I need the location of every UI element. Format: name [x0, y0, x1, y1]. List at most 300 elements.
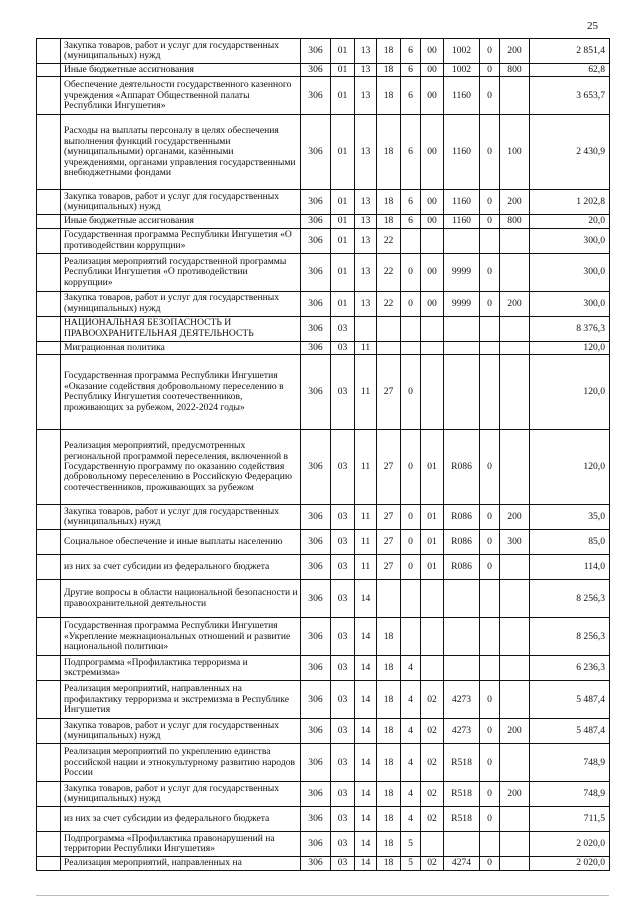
row-code-cell: 0 — [480, 64, 500, 77]
row-direction-cell: 1160 — [444, 190, 480, 215]
row-pr-cell: 13 — [355, 253, 377, 291]
table-row — [37, 681, 610, 719]
row-rz-cell: 03 — [331, 832, 355, 857]
row-subprogram-cell: 4 — [401, 681, 421, 719]
row-expense-type-cell — [500, 228, 530, 253]
row-subprogram-cell — [401, 580, 421, 618]
row-activity-cell — [421, 355, 444, 430]
row-ved-cell: 306 — [301, 215, 331, 228]
row-blank-cell — [37, 681, 61, 719]
row-code-cell: 0 — [480, 215, 500, 228]
row-amount-cell: 6 236,3 — [530, 656, 610, 681]
row-code-cell: 0 — [480, 253, 500, 291]
row-rz-cell: 01 — [331, 190, 355, 215]
row-expense-type-cell: 300 — [500, 530, 530, 555]
row-pr-cell: 11 — [355, 530, 377, 555]
row-rz-cell: 03 — [331, 782, 355, 807]
row-subprogram-cell: 0 — [401, 253, 421, 291]
row-amount-cell: 5 487,4 — [530, 681, 610, 719]
table-row — [37, 857, 610, 870]
row-rz-cell: 03 — [331, 857, 355, 870]
row-direction-cell: 4273 — [444, 681, 480, 719]
row-activity-cell — [421, 580, 444, 618]
table-row — [37, 316, 610, 341]
row-direction-cell: 9999 — [444, 291, 480, 316]
row-name-cell: Социальное обеспечение и иные выплаты населению — [61, 530, 301, 555]
row-activity-cell: 00 — [421, 115, 444, 190]
row-name-cell: НАЦИОНАЛЬНАЯ БЕЗОПАСНОСТЬ И ПРАВООХРАНИТЕЛЬНАЯ ДЕЯТЕЛЬНОСТЬ — [61, 316, 301, 341]
row-code-cell: 0 — [480, 719, 500, 744]
row-expense-type-cell: 200 — [500, 39, 530, 64]
row-pr-cell: 13 — [355, 77, 377, 115]
row-rz-cell: 03 — [331, 555, 355, 580]
page-number: 25 — [587, 20, 598, 32]
row-code-cell — [480, 580, 500, 618]
row-direction-cell: R086 — [444, 505, 480, 530]
row-direction-cell: R518 — [444, 744, 480, 782]
row-program-cell: 18 — [377, 681, 401, 719]
row-ved-cell: 306 — [301, 656, 331, 681]
row-direction-cell: 1002 — [444, 39, 480, 64]
row-code-cell — [480, 618, 500, 656]
row-name-cell: Другие вопросы в области национальной безопасности и правоохранительной деятельности — [61, 580, 301, 618]
row-activity-cell: 00 — [421, 215, 444, 228]
row-pr-cell: 14 — [355, 782, 377, 807]
row-activity-cell: 00 — [421, 291, 444, 316]
row-expense-type-cell — [500, 656, 530, 681]
row-amount-cell: 114,0 — [530, 555, 610, 580]
row-blank-cell — [37, 228, 61, 253]
table-row — [37, 77, 610, 115]
row-program-cell: 27 — [377, 505, 401, 530]
row-amount-cell: 300,0 — [530, 228, 610, 253]
row-code-cell — [480, 316, 500, 341]
row-ved-cell: 306 — [301, 832, 331, 857]
row-code-cell: 0 — [480, 39, 500, 64]
row-rz-cell: 03 — [331, 744, 355, 782]
row-subprogram-cell — [401, 618, 421, 656]
table-row — [37, 39, 610, 64]
row-amount-cell: 8 376,3 — [530, 316, 610, 341]
table-body — [37, 39, 610, 871]
row-name-cell: из них за счет субсидии из федерального бюджета — [61, 555, 301, 580]
row-program-cell: 18 — [377, 64, 401, 77]
row-expense-type-cell — [500, 77, 530, 115]
row-activity-cell — [421, 618, 444, 656]
row-ved-cell: 306 — [301, 719, 331, 744]
row-activity-cell: 00 — [421, 64, 444, 77]
row-ved-cell: 306 — [301, 782, 331, 807]
row-activity-cell — [421, 341, 444, 354]
row-subprogram-cell — [401, 316, 421, 341]
row-ved-cell: 306 — [301, 857, 331, 870]
row-program-cell: 18 — [377, 782, 401, 807]
row-rz-cell: 03 — [331, 618, 355, 656]
table-row — [37, 215, 610, 228]
row-amount-cell: 120,0 — [530, 341, 610, 354]
row-pr-cell: 13 — [355, 228, 377, 253]
row-program-cell: 27 — [377, 555, 401, 580]
row-pr-cell: 11 — [355, 505, 377, 530]
row-amount-cell: 120,0 — [530, 355, 610, 430]
row-activity-cell: 02 — [421, 681, 444, 719]
row-program-cell — [377, 580, 401, 618]
row-amount-cell: 2 020,0 — [530, 832, 610, 857]
row-subprogram-cell — [401, 228, 421, 253]
row-name-cell: Реализация мероприятий по укреплению единства российской нации и этнокультурному развитию народов России — [61, 744, 301, 782]
row-expense-type-cell — [500, 316, 530, 341]
row-activity-cell: 01 — [421, 555, 444, 580]
row-amount-cell: 1 202,8 — [530, 190, 610, 215]
row-program-cell: 22 — [377, 253, 401, 291]
row-amount-cell: 300,0 — [530, 291, 610, 316]
row-expense-type-cell — [500, 555, 530, 580]
row-activity-cell: 01 — [421, 530, 444, 555]
row-pr-cell: 13 — [355, 115, 377, 190]
row-program-cell: 18 — [377, 857, 401, 870]
table-row — [37, 580, 610, 618]
row-expense-type-cell: 200 — [500, 782, 530, 807]
row-amount-cell: 8 256,3 — [530, 580, 610, 618]
row-pr-cell: 11 — [355, 430, 377, 505]
row-program-cell: 18 — [377, 215, 401, 228]
row-direction-cell: 1160 — [444, 77, 480, 115]
row-activity-cell: 00 — [421, 253, 444, 291]
row-code-cell — [480, 656, 500, 681]
row-name-cell: Реализация мероприятий государственной программы Республики Ингушетия «О противодействии коррупции» — [61, 253, 301, 291]
row-rz-cell: 01 — [331, 253, 355, 291]
row-expense-type-cell — [500, 681, 530, 719]
row-expense-type-cell: 800 — [500, 215, 530, 228]
row-rz-cell: 01 — [331, 115, 355, 190]
row-subprogram-cell: 4 — [401, 719, 421, 744]
row-program-cell: 18 — [377, 807, 401, 832]
row-direction-cell — [444, 316, 480, 341]
row-expense-type-cell: 200 — [500, 719, 530, 744]
row-pr-cell: 13 — [355, 291, 377, 316]
row-direction-cell: R086 — [444, 430, 480, 505]
table-row — [37, 744, 610, 782]
row-subprogram-cell: 0 — [401, 555, 421, 580]
table-row — [37, 291, 610, 316]
row-amount-cell: 35,0 — [530, 505, 610, 530]
row-subprogram-cell: 4 — [401, 782, 421, 807]
row-amount-cell: 2 851,4 — [530, 39, 610, 64]
row-code-cell: 0 — [480, 857, 500, 870]
table-row — [37, 530, 610, 555]
row-amount-cell: 5 487,4 — [530, 719, 610, 744]
row-code-cell: 0 — [480, 807, 500, 832]
row-rz-cell: 03 — [331, 681, 355, 719]
row-code-cell: 0 — [480, 530, 500, 555]
row-subprogram-cell: 6 — [401, 64, 421, 77]
row-program-cell: 27 — [377, 430, 401, 505]
row-direction-cell — [444, 832, 480, 857]
row-name-cell: Обеспечение деятельности государственного казенного учреждения «Аппарат Общественной палаты Республики Ингушетия» — [61, 77, 301, 115]
row-pr-cell: 13 — [355, 215, 377, 228]
row-pr-cell: 13 — [355, 64, 377, 77]
row-subprogram-cell: 6 — [401, 115, 421, 190]
row-ved-cell: 306 — [301, 618, 331, 656]
row-name-cell: Закупка товаров, работ и услуг для государственных (муниципальных) нужд — [61, 190, 301, 215]
row-subprogram-cell: 4 — [401, 807, 421, 832]
row-pr-cell: 14 — [355, 618, 377, 656]
row-pr-cell: 14 — [355, 656, 377, 681]
row-expense-type-cell: 200 — [500, 505, 530, 530]
row-activity-cell — [421, 228, 444, 253]
row-direction-cell — [444, 580, 480, 618]
row-ved-cell: 306 — [301, 530, 331, 555]
row-direction-cell — [444, 656, 480, 681]
row-code-cell: 0 — [480, 782, 500, 807]
row-expense-type-cell — [500, 355, 530, 430]
row-code-cell — [480, 228, 500, 253]
row-blank-cell — [37, 430, 61, 505]
row-ved-cell: 306 — [301, 316, 331, 341]
row-ved-cell: 306 — [301, 430, 331, 505]
row-pr-cell: 14 — [355, 832, 377, 857]
row-pr-cell: 13 — [355, 190, 377, 215]
row-expense-type-cell — [500, 744, 530, 782]
row-blank-cell — [37, 782, 61, 807]
row-ved-cell: 306 — [301, 64, 331, 77]
row-rz-cell: 01 — [331, 228, 355, 253]
table-row — [37, 832, 610, 857]
row-pr-cell: 14 — [355, 857, 377, 870]
row-rz-cell: 03 — [331, 530, 355, 555]
row-blank-cell — [37, 77, 61, 115]
row-name-cell: Реализация мероприятий, направленных на профилактику терроризма и экстремизма в Республике Ингушетия — [61, 681, 301, 719]
row-program-cell: 22 — [377, 228, 401, 253]
row-program-cell — [377, 341, 401, 354]
table-row — [37, 430, 610, 505]
table-row — [37, 355, 610, 430]
table-row — [37, 64, 610, 77]
row-ved-cell: 306 — [301, 228, 331, 253]
row-blank-cell — [37, 555, 61, 580]
row-code-cell — [480, 832, 500, 857]
row-direction-cell — [444, 341, 480, 354]
row-pr-cell: 14 — [355, 719, 377, 744]
row-rz-cell: 03 — [331, 341, 355, 354]
row-rz-cell: 03 — [331, 355, 355, 430]
row-program-cell: 18 — [377, 832, 401, 857]
row-activity-cell: 01 — [421, 430, 444, 505]
table-row — [37, 656, 610, 681]
row-code-cell: 0 — [480, 115, 500, 190]
row-blank-cell — [37, 215, 61, 228]
row-ved-cell: 306 — [301, 77, 331, 115]
row-ved-cell: 306 — [301, 555, 331, 580]
row-expense-type-cell — [500, 807, 530, 832]
row-name-cell: Государственная программа Республики Ингушетия «Оказание содействия добровольному переселению в Республику Ингушетия соотечественников, проживающих за рубежом, 2022-2024 годы» — [61, 355, 301, 430]
row-name-cell: из них за счет субсидии из федерального бюджета — [61, 807, 301, 832]
row-name-cell: Миграционная политика — [61, 341, 301, 354]
budget-table — [36, 38, 610, 871]
row-expense-type-cell: 800 — [500, 64, 530, 77]
row-direction-cell: 1160 — [444, 215, 480, 228]
row-pr-cell: 14 — [355, 681, 377, 719]
row-program-cell — [377, 316, 401, 341]
row-name-cell: Закупка товаров, работ и услуг для государственных (муниципальных) нужд — [61, 719, 301, 744]
row-amount-cell: 8 256,3 — [530, 618, 610, 656]
row-pr-cell — [355, 316, 377, 341]
row-ved-cell: 306 — [301, 681, 331, 719]
row-blank-cell — [37, 744, 61, 782]
row-direction-cell: R086 — [444, 555, 480, 580]
row-expense-type-cell — [500, 857, 530, 870]
row-code-cell: 0 — [480, 430, 500, 505]
row-ved-cell: 306 — [301, 505, 331, 530]
row-rz-cell: 01 — [331, 77, 355, 115]
row-blank-cell — [37, 580, 61, 618]
row-rz-cell: 03 — [331, 316, 355, 341]
row-subprogram-cell: 0 — [401, 505, 421, 530]
row-blank-cell — [37, 807, 61, 832]
row-rz-cell: 03 — [331, 719, 355, 744]
row-rz-cell: 03 — [331, 430, 355, 505]
row-program-cell: 27 — [377, 355, 401, 430]
row-activity-cell: 02 — [421, 857, 444, 870]
row-code-cell: 0 — [480, 744, 500, 782]
row-program-cell: 18 — [377, 744, 401, 782]
row-subprogram-cell: 5 — [401, 857, 421, 870]
row-name-cell: Закупка товаров, работ и услуг для государственных (муниципальных) нужд — [61, 782, 301, 807]
row-name-cell: Закупка товаров, работ и услуг для государственных (муниципальных) нужд — [61, 505, 301, 530]
row-blank-cell — [37, 355, 61, 430]
row-amount-cell: 300,0 — [530, 253, 610, 291]
row-activity-cell: 00 — [421, 39, 444, 64]
row-amount-cell: 120,0 — [530, 430, 610, 505]
row-code-cell — [480, 341, 500, 354]
table-row — [37, 253, 610, 291]
row-rz-cell: 01 — [331, 291, 355, 316]
row-blank-cell — [37, 530, 61, 555]
table-row — [37, 505, 610, 530]
row-blank-cell — [37, 291, 61, 316]
row-amount-cell: 85,0 — [530, 530, 610, 555]
row-ved-cell: 306 — [301, 291, 331, 316]
row-blank-cell — [37, 857, 61, 870]
row-blank-cell — [37, 253, 61, 291]
row-program-cell: 22 — [377, 291, 401, 316]
row-pr-cell: 14 — [355, 580, 377, 618]
row-subprogram-cell: 4 — [401, 744, 421, 782]
row-direction-cell: 9999 — [444, 253, 480, 291]
row-activity-cell: 01 — [421, 505, 444, 530]
row-subprogram-cell: 6 — [401, 39, 421, 64]
row-program-cell: 27 — [377, 530, 401, 555]
row-program-cell: 18 — [377, 115, 401, 190]
row-expense-type-cell — [500, 430, 530, 505]
row-direction-cell: 4273 — [444, 719, 480, 744]
row-expense-type-cell — [500, 580, 530, 618]
row-expense-type-cell: 200 — [500, 190, 530, 215]
row-ved-cell: 306 — [301, 744, 331, 782]
row-blank-cell — [37, 719, 61, 744]
table-row — [37, 555, 610, 580]
row-amount-cell: 20,0 — [530, 215, 610, 228]
row-subprogram-cell: 5 — [401, 832, 421, 857]
row-rz-cell: 01 — [331, 64, 355, 77]
row-pr-cell: 13 — [355, 39, 377, 64]
row-activity-cell — [421, 832, 444, 857]
row-subprogram-cell: 4 — [401, 656, 421, 681]
row-blank-cell — [37, 190, 61, 215]
row-name-cell: Иные бюджетные ассигнования — [61, 64, 301, 77]
row-blank-cell — [37, 341, 61, 354]
row-pr-cell: 11 — [355, 355, 377, 430]
row-name-cell: Иные бюджетные ассигнования — [61, 215, 301, 228]
row-expense-type-cell — [500, 832, 530, 857]
row-ved-cell: 306 — [301, 355, 331, 430]
row-amount-cell: 711,5 — [530, 807, 610, 832]
row-expense-type-cell — [500, 253, 530, 291]
row-rz-cell: 03 — [331, 505, 355, 530]
row-blank-cell — [37, 656, 61, 681]
row-amount-cell: 2 430,9 — [530, 115, 610, 190]
row-blank-cell — [37, 64, 61, 77]
row-blank-cell — [37, 505, 61, 530]
row-direction-cell: 4274 — [444, 857, 480, 870]
table-row — [37, 719, 610, 744]
row-direction-cell: R518 — [444, 782, 480, 807]
row-name-cell: Государственная программа Республики Ингушетия «О противодействии коррупции» — [61, 228, 301, 253]
row-activity-cell — [421, 656, 444, 681]
row-subprogram-cell: 0 — [401, 355, 421, 430]
row-activity-cell: 00 — [421, 190, 444, 215]
row-subprogram-cell: 0 — [401, 291, 421, 316]
row-direction-cell: R518 — [444, 807, 480, 832]
table-row — [37, 228, 610, 253]
row-program-cell: 18 — [377, 719, 401, 744]
row-direction-cell: R086 — [444, 530, 480, 555]
row-name-cell: Подпрограмма «Профилактика терроризма и экстремизма» — [61, 656, 301, 681]
row-activity-cell: 00 — [421, 77, 444, 115]
row-code-cell: 0 — [480, 555, 500, 580]
row-expense-type-cell — [500, 618, 530, 656]
row-rz-cell: 01 — [331, 39, 355, 64]
row-direction-cell: 1002 — [444, 64, 480, 77]
row-amount-cell: 748,9 — [530, 782, 610, 807]
row-name-cell: Реализация мероприятий, предусмотренных региональной программой переселения, включенной в Государственную программу по оказанию содействия добровольному переселению в Российскую Федерацию соотечественников, проживающих за рубежом — [61, 430, 301, 505]
row-program-cell: 18 — [377, 190, 401, 215]
row-code-cell: 0 — [480, 190, 500, 215]
table-row — [37, 807, 610, 832]
row-subprogram-cell: 0 — [401, 430, 421, 505]
row-subprogram-cell: 6 — [401, 77, 421, 115]
row-subprogram-cell: 0 — [401, 530, 421, 555]
row-subprogram-cell: 6 — [401, 190, 421, 215]
row-code-cell: 0 — [480, 505, 500, 530]
row-pr-cell: 14 — [355, 744, 377, 782]
table-row — [37, 190, 610, 215]
row-amount-cell: 62,8 — [530, 64, 610, 77]
bottom-rule — [36, 895, 609, 896]
row-activity-cell: 02 — [421, 719, 444, 744]
row-ved-cell: 306 — [301, 807, 331, 832]
row-pr-cell: 14 — [355, 807, 377, 832]
row-ved-cell: 306 — [301, 115, 331, 190]
row-program-cell: 18 — [377, 77, 401, 115]
row-amount-cell: 2 020,0 — [530, 857, 610, 870]
row-code-cell: 0 — [480, 77, 500, 115]
row-pr-cell: 11 — [355, 341, 377, 354]
row-program-cell: 18 — [377, 39, 401, 64]
row-direction-cell — [444, 618, 480, 656]
row-ved-cell: 306 — [301, 39, 331, 64]
row-activity-cell: 02 — [421, 807, 444, 832]
